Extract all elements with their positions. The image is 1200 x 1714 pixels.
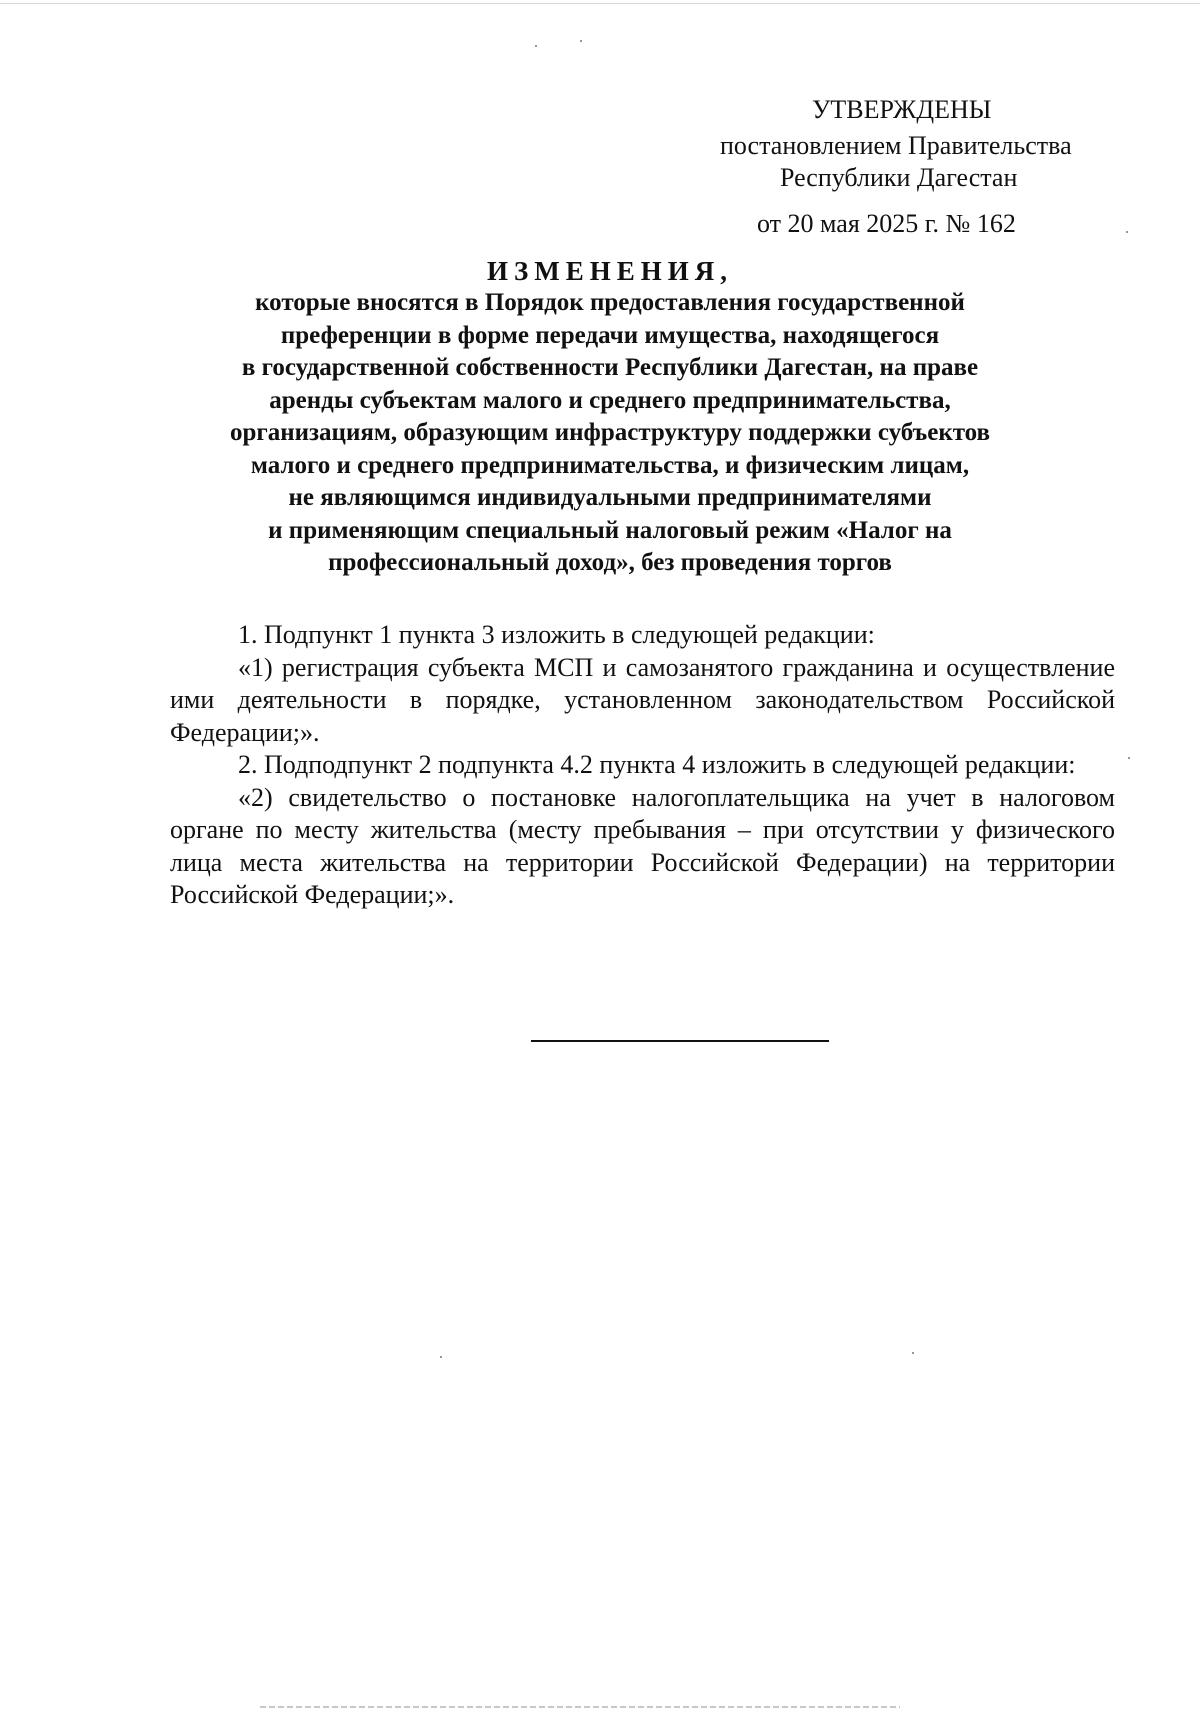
approval-region-line: Республики Дагестан bbox=[780, 163, 1018, 192]
scan-speck bbox=[535, 45, 537, 47]
closing-divider-line bbox=[531, 1040, 829, 1042]
title-line: организациям, образующим инфраструктуру поддержки субъектов bbox=[229, 419, 991, 446]
body-paragraph-4: «2) свидетельство о постановке налогоплательщика на учет в налоговом органе по месту жительства (месту пребывания – при отсутствии у физического лица места жительства на территории Российской Федерации) на территории Российской Федерации;». bbox=[170, 782, 1115, 909]
title-line: малого и среднего предпринимательства, и физическим лицам, bbox=[250, 451, 970, 479]
scan-edge-bottom bbox=[260, 1706, 900, 1708]
title-line: которые вносятся в Порядок предоставления государственной bbox=[255, 289, 965, 316]
document-heading: ИЗМЕНЕНИЯ, bbox=[486, 256, 733, 286]
document-title-block bbox=[120, 255, 1100, 580]
approval-date-number: от 20 мая 2025 г. № 162 bbox=[757, 209, 1016, 238]
scan-speck bbox=[440, 1356, 442, 1358]
body-paragraph-1: 1. Подпункт 1 пункта 3 изложить в следующей редакции: bbox=[238, 620, 875, 649]
title-line: аренды субъектам малого и среднего предпринимательства, bbox=[269, 386, 951, 414]
approval-title: УТВЕРЖДЕНЫ bbox=[812, 95, 992, 124]
approval-issuer-line: постановлением Правительства bbox=[720, 131, 1072, 160]
scan-speck bbox=[1128, 757, 1130, 759]
title-line: и применяющим специальный налоговый режим «Налог на bbox=[268, 516, 952, 544]
scan-edge-top bbox=[0, 3, 1200, 4]
document-body bbox=[170, 619, 1115, 912]
title-line: не являющимся индивидуальными предпринимателями bbox=[288, 484, 932, 511]
scan-speck bbox=[1126, 231, 1128, 233]
title-line: в государственной собственности Республики Дагестан, на праве bbox=[241, 354, 979, 381]
scan-speck bbox=[580, 40, 582, 42]
body-paragraph-3: 2. Подподпункт 2 подпункта 4.2 пункта 4 изложить в следующей редакции: bbox=[238, 750, 1076, 779]
title-line: профессиональный доход», без проведения торгов bbox=[328, 549, 892, 576]
scan-speck bbox=[912, 1352, 914, 1354]
body-paragraph-2: «1) регистрация субъекта МСП и самозанятого гражданина и осуществление ими деятельности в порядке, установленном законодательством Российской Федерации;». bbox=[170, 652, 1115, 747]
title-line: преференции в форме передачи имущества, находящегося bbox=[280, 321, 940, 349]
